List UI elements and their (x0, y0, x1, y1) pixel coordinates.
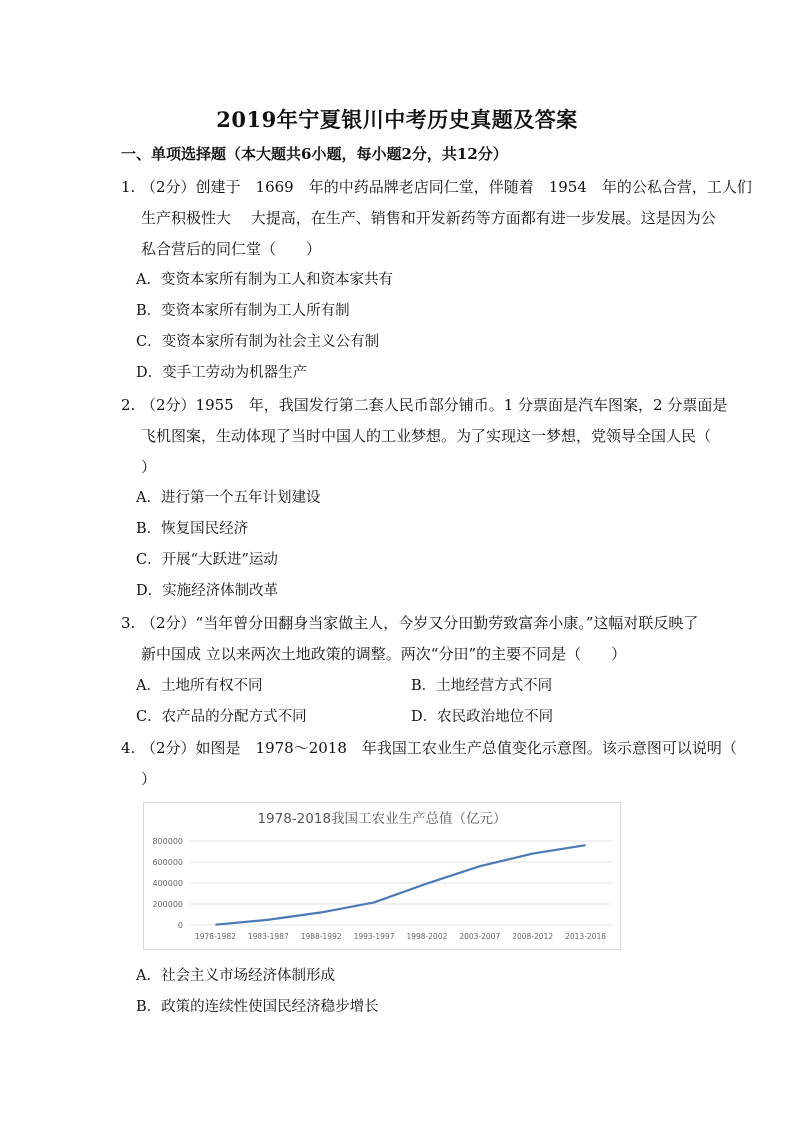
page-title: 2019年宁夏银川中考历史真题及答案 (216, 107, 578, 132)
y-tick-label: 0 (177, 921, 183, 930)
x-tick-label: 2008-2012 (512, 932, 554, 941)
series-line (215, 845, 585, 924)
question-number: 1. (121, 178, 136, 196)
option-d: D．农民政治地位不同 (411, 709, 554, 725)
option-b: B．政策的连续性使国民经济稳步增长 (136, 999, 379, 1015)
y-tick-label: 400000 (152, 879, 183, 888)
question-stem-line: （2分）1955 年，我国发行第二套人民币部分铺币。1 分票面是汽车图案，2 分票面是 (141, 396, 728, 414)
chart-gridlines (189, 841, 612, 925)
question-stem-line: ） (141, 770, 157, 788)
question-stem-line: （2分）“当年曾分田翻身当家做主人，今岁又分田勤劳致富奔小康。”这幅对联反映了 (141, 614, 699, 632)
question-stem-line: （2分）如图是 1978～2018 年我国工农业生产总值变化示意图。该示意图可以说明（ (141, 739, 737, 757)
x-tick-label: 2003-2007 (459, 932, 501, 941)
option-c: C．开展“大跃进”运动 (136, 552, 278, 568)
question-stem-line: 生产积极性大 大提高，在生产、销售和开发新药等方面都有进一步发展。这是因为公 (141, 209, 716, 227)
question-number: 3. (121, 614, 136, 632)
x-tick-label: 1993-1997 (353, 932, 395, 941)
option-b: B．恢复国民经济 (136, 521, 249, 537)
question-stem-line: （2分）创建于 1669 年的中药品牌老店同仁堂，伴随着 1954 年的公私合营，工人们 (141, 178, 752, 196)
x-tick-label: 2013-2018 (565, 932, 607, 941)
y-tick-label: 600000 (152, 858, 183, 867)
option-b: B．变资本家所有制为工人所有制 (136, 303, 350, 319)
x-tick-label: 1988-1992 (300, 932, 342, 941)
option-b: B．土地经营方式不同 (411, 678, 553, 694)
y-tick-label: 200000 (152, 900, 183, 909)
x-tick-label: 1983-1987 (247, 932, 289, 941)
chart-svg (144, 803, 620, 949)
option-a: A．土地所有权不同 (136, 678, 263, 694)
option-a: A．社会主义市场经济体制形成 (136, 968, 335, 984)
question-stem-line: 私合营后的同仁堂（ ） (141, 240, 322, 258)
option-a: A．变资本家所有制为工人和资本家共有 (136, 272, 393, 288)
chart-y-axis (152, 837, 183, 930)
y-tick-label: 800000 (152, 837, 183, 846)
option-d: D．变手工劳动为机器生产 (136, 365, 308, 381)
question-number: 2. (121, 396, 136, 414)
question-stem-line: 新中国成 立以来两次土地政策的调整。两次“分田”的主要不同是（ ） (141, 645, 627, 663)
chart-x-axis (195, 932, 606, 941)
option-c: C．变资本家所有制为社会主义公有制 (136, 334, 380, 350)
x-tick-label: 1978-1982 (194, 932, 236, 941)
option-c: C．农产品的分配方式不同 (136, 709, 307, 725)
option-a: A．进行第一个五年计划建设 (136, 490, 321, 506)
question-stem-line: ） (141, 458, 157, 476)
x-tick-label: 1998-2002 (406, 932, 448, 941)
question-stem-line: 飞机图案，生动体现了当时中国人的工业梦想。为了实现这一梦想，党领导全国人民（ (141, 427, 712, 445)
chart-title: 1978-2018我国工农业生产总值（亿元） (257, 811, 507, 827)
option-d: D．实施经济体制改革 (136, 583, 279, 599)
section-heading: 一、单项选择题（本大题共6小题，每小题2分，共12分） (121, 145, 508, 163)
line-chart (143, 802, 621, 950)
chart-series (215, 845, 585, 924)
question-number: 4. (121, 739, 136, 757)
